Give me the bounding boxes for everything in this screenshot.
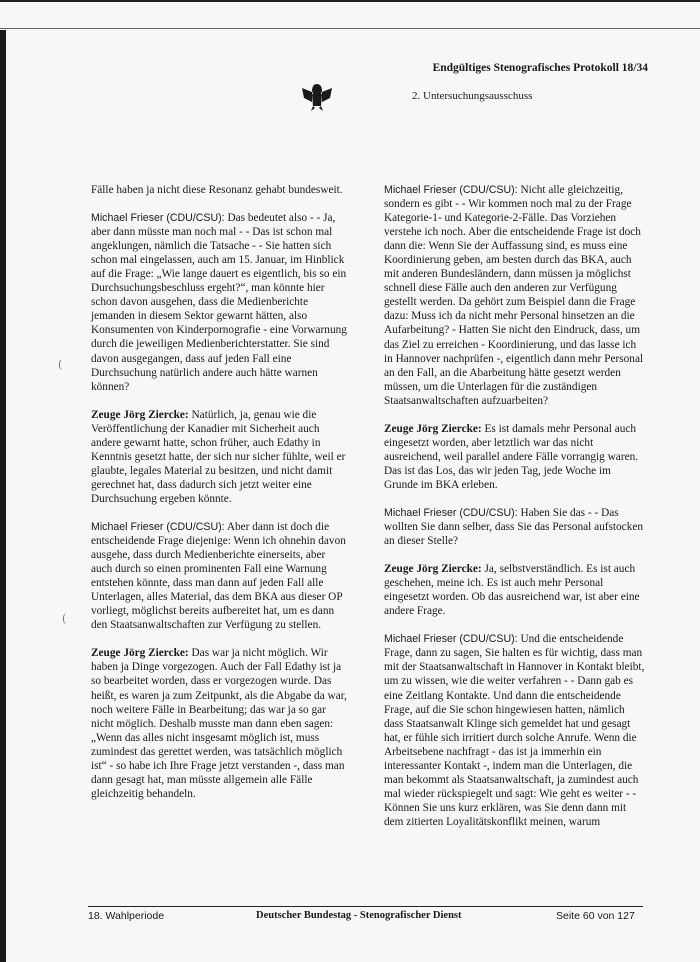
speaker-name: Zeuge Jörg Ziercke: xyxy=(384,563,482,576)
speaker-name: Michael Frieser (CDU/CSU): xyxy=(384,184,518,196)
paragraph-text: Ja, selbstverständlich. Es ist auch geschehen, meine ich. Es ist auch mehr Personal eingesetzt worden. Ob das ausreichend war, ist aber eine andere Frage. xyxy=(384,563,640,618)
paragraph-text: Und die entscheidende Frage, dann zu sagen, Sie halten es für wichtig, dass man mit der Staatsanwaltschaft in Hannover in Kontakt bleibt, um zu wissen, wie die weiter verfahren - - Dann gab es eine Zeitlang Kontakte. Und dann die entscheidende Frage, auf die Sie schon hingewiesen hatten, nämlich dass Staatsanwalt Klinge sich gemeldet hat und gesagt hat, er fühle sich irritiert durch solche Anrufe. Wenn die Arbeitsebene nachfragt - das ist ja immerhin ein interessanter Kontakt -, indem man die Unterlagen, die man bekommt als Staatsanwaltschaft, ja zumindest auch mal wieder rückspiegelt und sagt: Wie geht es weiter - - Können Sie uns kurz erklären, was Sie denn dann mit dem zitierten Loyalitätskonflikt meinen, warum xyxy=(384,633,645,828)
paragraph xyxy=(384,422,646,492)
paragraph xyxy=(91,520,349,632)
margin-bracket-mark: ( xyxy=(58,358,63,371)
speaker-name: Michael Frieser (CDU/CSU): xyxy=(384,633,518,646)
paragraph xyxy=(91,646,349,801)
top-border-line xyxy=(0,0,700,2)
footer-legislative-period: 18. Wahlperiode xyxy=(88,910,165,922)
scan-edge-line xyxy=(0,28,700,29)
footer-publisher: Deutscher Bundestag - Stenografischer Dienst xyxy=(256,910,462,921)
footer-page-number: Seite 60 von 127 xyxy=(556,910,635,922)
right-text-column xyxy=(384,183,646,843)
margin-bracket-mark: ( xyxy=(62,612,67,625)
paragraph xyxy=(384,183,646,408)
bundestag-eagle-icon xyxy=(300,78,334,112)
paragraph-text: Natürlich, ja, genau wie die Veröffentlichung der Kanadier mit Sicherheit auch andere gewarnt hatte, schon früher, auch Edathy in Kenntnis gesetzt hatte, der sich nur sicher fühlte, weil er glaubte, legales Material zu besitzen, und nicht damit gerechnet hat, dass dadurch sich jetzt weiter eine Durchsuchung ergeben könnte. xyxy=(91,408,346,505)
paragraph-text: Nicht alle gleichzeitig, sondern es gibt - - Wir kommen noch mal zu der Frage Kategorie-1- und Kategorie-2-Fälle. Das Vorziehen verstehe ich noch. Aber die entscheidende Frage ist doch dann die: Wenn Sie der Auffassung sind, es muss eine Koordinierung geben, am besten durch das BKA, auch mit anderen Bundesländern, dann müssen ja möglichst schnell diese Fälle auch den anderen zur Verfügung gestellt werden. Da gehört zum Beispiel dann die Frage dazu: Muss ich da nicht mehr Personal hinsetzen an die Aufarbeitung? - Hatten Sie nicht den Eindruck, dass, um das Ziel zu erreichen - Koordinierung, und das lasse ich in Hannover nachprüfen -, eigentlich dann mehr Personal an den Fall, an die Abarbeitung hätte gesetzt werden müssen, um die Unterlagen für die zuständigen Staatsanwaltschaften aufzuarbeiten? xyxy=(384,184,644,407)
paragraph xyxy=(384,506,646,548)
protocol-title: Endgültiges Stenografisches Protokoll 18/34 xyxy=(432,62,648,74)
speaker-name: Michael Frieser (CDU/CSU): xyxy=(91,212,225,225)
speaker-name: Zeuge Jörg Ziercke: xyxy=(91,647,189,660)
paragraph xyxy=(91,408,349,506)
paragraph xyxy=(384,562,646,618)
speaker-name: Michael Frieser (CDU/CSU): xyxy=(91,520,225,533)
paragraph xyxy=(384,632,646,829)
paragraph-text: Aber dann ist doch die entscheidende Frage diejenige: Wenn ich ohnehin davon ausgehe, dass durch Medienberichte einerseits, aber auch durch so einen prominenten Fall eine Warnung entstehen könnte, dass man dann auf jeden Fall alle Unterlagen, alles Material, das dem BKA aus dieser OP vorliegt, möglichst bereits aufbereitet hat, um es dann den Staatsanwaltschaften zur Verfügung zu stellen. xyxy=(91,520,346,632)
footer-rule xyxy=(88,906,643,907)
speaker-name: Zeuge Jörg Ziercke: xyxy=(384,422,482,435)
speaker-name: Zeuge Jörg Ziercke: xyxy=(91,408,189,421)
scan-left-edge xyxy=(0,30,6,962)
paragraph-text: Das war ja nicht möglich. Wir haben ja Dinge vorgezogen. Auch der Fall Edathy ist ja so bearbeitet worden, dass er vorgezogen wurde. Das heißt, es waren ja zum Zeitpunkt, als die Abgabe da war, noch weitere Fälle in Bearbeitung; das war ja so gar nicht möglich. Deshalb musste man dann eben sagen: „Wenn das alles nicht insgesamt möglich ist, muss zumindest das gerettet werden, was tatsächlich möglich ist“ - so habe ich Ihre Frage jetzt verstanden -, dass man dann gesagt hat, man müsste allgemein alle Fälle gleichzeitig behandeln. xyxy=(91,647,347,800)
left-text-column xyxy=(91,183,349,815)
speaker-name: Michael Frieser (CDU/CSU): xyxy=(384,506,518,519)
paragraph xyxy=(91,211,349,394)
paragraph-text: Es ist damals mehr Personal auch eingesetzt worden, aber letztlich war das nicht ausreichend, weil parallel andere Fälle vorrangig waren. Das ist das Los, das wir jeden Tag, jede Woche im Grunde im BKA erleben. xyxy=(384,422,639,491)
paragraph-text: Haben Sie das - - Das wollten Sie dann selber, dass Sie das Personal aufstocken an dieser Stelle? xyxy=(384,506,644,548)
paragraph-text: Das bedeutet also - - Ja, aber dann müsste man noch mal - - Das ist schon mal angeklungen, nämlich die Tatsache - - Sie hatten sich schon mal eingelassen, auch am 15. Januar, im Hinblick auf die Frage: „Wie lange dauert es eigentlich, bis so ein Durchsuchungsbeschluss ergeht?“, man könnte hier schon davon ausgehen, dass die Medienberichte jemanden in diesem Sektor gewarnt hätten, also Konsumenten von Kinderpornografie - eine Vorwarnung durch die jeweiligen Medienberichterstatter. Sie sind davon ausgegangen, dass auf jeden Fall eine Durchsuchung natürlich andere auch hätte warnen können? xyxy=(91,212,347,393)
paragraph-text: Fälle haben ja nicht diese Resonanz gehabt bundesweit. xyxy=(91,184,343,196)
paragraph xyxy=(91,183,349,197)
committee-name: 2. Untersuchungsausschuss xyxy=(412,90,533,102)
